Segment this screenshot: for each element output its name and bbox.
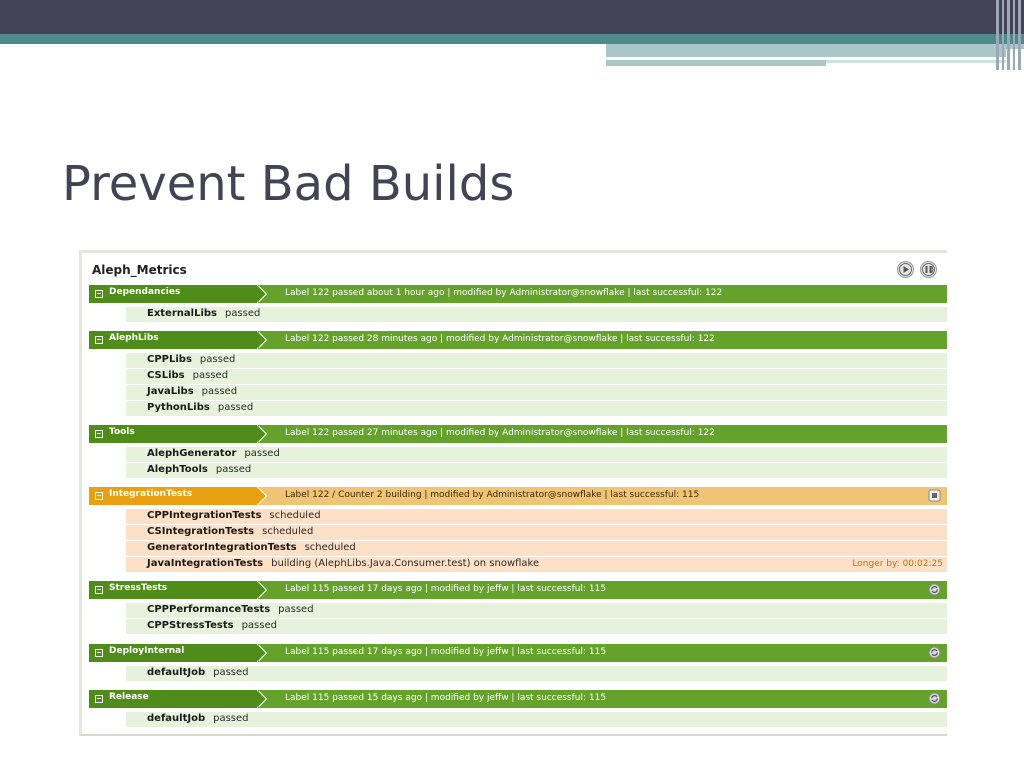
- collapse-icon[interactable]: [95, 430, 103, 438]
- group-status-text: Label 115 passed 15 days ago | modified by jeffw | last successful: 115: [285, 693, 607, 703]
- job-name[interactable]: CPPLibs: [147, 354, 192, 365]
- job-name-cell: [147, 402, 253, 413]
- group-name: Tools: [109, 427, 135, 437]
- group-status-text: Label 122 / Counter 2 building | modified by Administrator@snowflake | last successful: 115: [285, 490, 700, 500]
- rerun-icon[interactable]: [928, 583, 941, 596]
- group-status-text: Label 115 passed 17 days ago | modified by jeffw | last successful: 115: [285, 647, 607, 657]
- group-name: Dependancies: [109, 287, 181, 297]
- job-name[interactable]: AlephTools: [147, 464, 208, 475]
- chevron-right-icon: [257, 487, 269, 505]
- group-header: [89, 425, 947, 443]
- job-name-cell: [147, 448, 280, 459]
- job-name[interactable]: JavaIntegrationTests: [147, 558, 264, 569]
- slide-header-gap: [0, 44, 606, 49]
- job-name-cell: [147, 308, 260, 319]
- job-name[interactable]: defaultJob: [147, 667, 206, 678]
- collapse-icon[interactable]: [95, 586, 103, 594]
- job-name[interactable]: ExternalLibs: [147, 308, 217, 319]
- job-row[interactable]: [126, 353, 947, 368]
- job-name[interactable]: JavaLibs: [147, 386, 194, 397]
- job-row[interactable]: [126, 557, 947, 572]
- job-status: passed: [244, 448, 280, 459]
- job-name-cell: [147, 526, 313, 537]
- slide-header-line: [826, 60, 1006, 63]
- stop-icon[interactable]: [928, 489, 941, 502]
- job-name-cell: [147, 713, 249, 724]
- collapse-icon[interactable]: [95, 336, 103, 344]
- slide-header-band: [0, 0, 1024, 34]
- group-name-tab[interactable]: [89, 285, 257, 303]
- slide-header-line: [606, 60, 826, 66]
- job-name-cell: [147, 604, 314, 615]
- job-status: passed: [217, 402, 254, 413]
- rerun-icon[interactable]: [928, 692, 941, 705]
- job-status: scheduled: [262, 526, 314, 537]
- group-status-text: Label 122 passed about 1 hour ago | modified by Administrator@snowflake | last successful: 122: [285, 288, 723, 298]
- job-name-cell: [147, 542, 356, 553]
- chevron-right-icon: [257, 644, 269, 662]
- job-row[interactable]: [126, 666, 947, 681]
- job-status: passed: [192, 370, 229, 381]
- chevron-right-icon: [257, 285, 269, 303]
- project-name: Aleph_Metrics: [92, 263, 187, 277]
- build-group-5: [89, 644, 947, 681]
- job-name[interactable]: CSIntegrationTests: [147, 526, 255, 537]
- group-name-tab[interactable]: [89, 487, 257, 505]
- group-name-tab[interactable]: [89, 331, 257, 349]
- job-row[interactable]: [126, 509, 947, 524]
- collapse-icon[interactable]: [95, 290, 103, 298]
- group-name: StressTests: [109, 583, 168, 593]
- group-header: [89, 487, 947, 505]
- job-name-cell: [147, 667, 249, 678]
- build-group-2: [89, 425, 947, 478]
- build-group-3: [89, 487, 947, 572]
- job-status: passed: [224, 308, 261, 319]
- job-status: passed: [241, 620, 277, 631]
- group-header: [89, 285, 947, 303]
- job-status: passed: [199, 354, 236, 365]
- build-group-6: [89, 690, 947, 727]
- job-row[interactable]: [126, 401, 947, 416]
- job-status: scheduled: [304, 542, 356, 553]
- group-header: [89, 581, 947, 599]
- job-name[interactable]: GeneratorIntegrationTests: [147, 542, 297, 553]
- build-dashboard-screenshot: [79, 250, 947, 736]
- job-status: passed: [213, 667, 249, 678]
- group-name-tab[interactable]: [89, 425, 257, 443]
- group-status-text: Label 122 passed 28 minutes ago | modified by Administrator@snowflake | last successful: 122: [285, 334, 715, 344]
- collapse-icon[interactable]: [95, 649, 103, 657]
- group-name: AlephLibs: [109, 333, 159, 343]
- job-status: passed: [215, 464, 252, 475]
- slide-corner-stripes: [994, 0, 1024, 70]
- build-group-1: [89, 331, 947, 416]
- pause-icon[interactable]: [920, 261, 937, 278]
- slide-header-line: [606, 49, 1006, 57]
- job-name[interactable]: CPPIntegrationTests: [147, 510, 262, 521]
- group-name-tab[interactable]: [89, 644, 257, 662]
- job-row[interactable]: [126, 603, 947, 618]
- job-name[interactable]: PythonLibs: [147, 402, 210, 413]
- job-row[interactable]: [126, 525, 947, 540]
- chevron-right-icon: [257, 331, 269, 349]
- job-row[interactable]: [126, 541, 947, 556]
- job-name[interactable]: CPPPerformanceTests: [147, 604, 271, 615]
- group-name-tab[interactable]: [89, 581, 257, 599]
- job-row[interactable]: [126, 463, 947, 478]
- chevron-right-icon: [257, 690, 269, 708]
- job-name[interactable]: AlephGenerator: [147, 448, 237, 459]
- job-row[interactable]: [126, 619, 947, 634]
- job-status: scheduled: [269, 510, 321, 521]
- job-name-cell: [147, 510, 321, 521]
- slide-title: Prevent Bad Builds: [62, 156, 515, 212]
- job-row[interactable]: [126, 385, 947, 400]
- group-status-text: Label 122 passed 27 minutes ago | modified by Administrator@snowflake | last successful: 122: [285, 428, 715, 438]
- group-name: IntegrationTests: [109, 489, 193, 499]
- job-name[interactable]: CSLibs: [147, 370, 185, 381]
- job-row[interactable]: [126, 307, 947, 322]
- job-row[interactable]: [126, 712, 947, 727]
- job-name[interactable]: CPPStressTests: [147, 620, 234, 631]
- job-status: passed: [278, 604, 314, 615]
- group-header: [89, 331, 947, 349]
- job-status: passed: [201, 386, 238, 397]
- job-duration-warning: Longer by: 00:02:25: [852, 559, 943, 569]
- job-row[interactable]: [126, 369, 947, 384]
- slide-header-accent: [0, 34, 1024, 44]
- job-name-cell: [147, 354, 235, 365]
- group-name: Release: [109, 692, 149, 702]
- play-icon[interactable]: [897, 261, 914, 278]
- job-name-cell: [147, 620, 277, 631]
- job-status: building (AlephLibs.Java.Consumer.test) on snowflake: [271, 558, 540, 569]
- job-name-cell: [147, 558, 539, 569]
- job-status: passed: [213, 713, 249, 724]
- group-name: DeployInternal: [109, 646, 185, 656]
- collapse-icon[interactable]: [95, 492, 103, 500]
- build-group-4: [89, 581, 947, 634]
- job-name[interactable]: defaultJob: [147, 713, 206, 724]
- job-row[interactable]: [126, 447, 947, 462]
- chevron-right-icon: [257, 581, 269, 599]
- group-status-text: Label 115 passed 17 days ago | modified by jeffw | last successful: 115: [285, 584, 607, 594]
- group-header: [89, 690, 947, 708]
- job-name-cell: [147, 464, 251, 475]
- group-header: [89, 644, 947, 662]
- build-group-0: [89, 285, 947, 322]
- group-name-tab[interactable]: [89, 690, 257, 708]
- job-name-cell: [147, 370, 228, 381]
- rerun-icon[interactable]: [928, 646, 941, 659]
- job-name-cell: [147, 386, 237, 397]
- chevron-right-icon: [257, 425, 269, 443]
- collapse-icon[interactable]: [95, 695, 103, 703]
